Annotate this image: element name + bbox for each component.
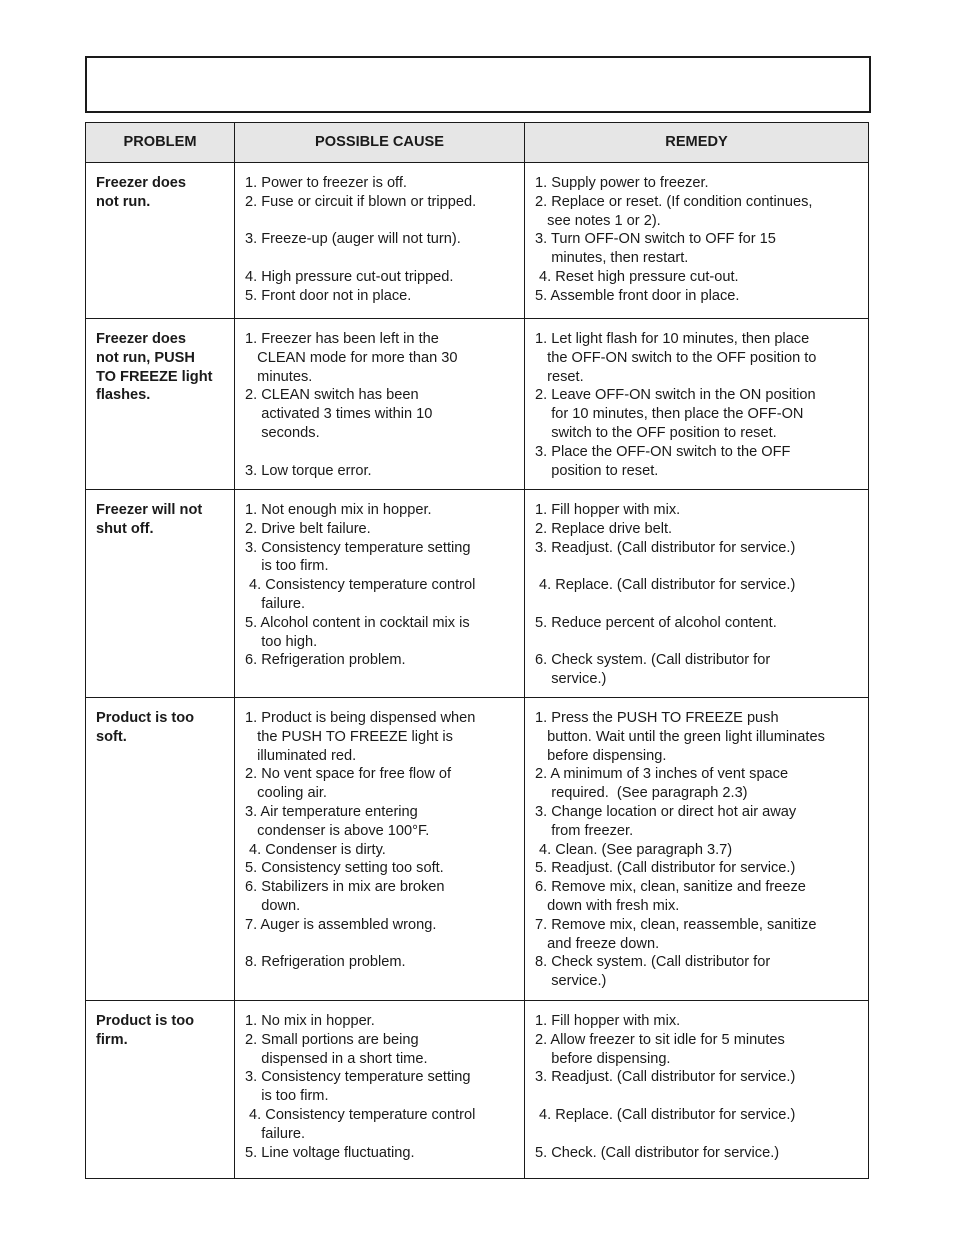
cause-line: the PUSH TO FREEZE light is bbox=[245, 728, 453, 745]
problem-column-header: PROBLEM bbox=[86, 123, 235, 163]
remedy-line: for 10 minutes, then place the OFF-ON bbox=[535, 406, 804, 423]
remedy-line: 6. Remove mix, clean, sanitize and freeze bbox=[535, 879, 806, 896]
cause-line: cooling air. bbox=[245, 785, 327, 802]
remedy-line: 4. Replace. (Call distributor for service.) bbox=[535, 577, 796, 594]
remedy-line: 3. Turn OFF-ON switch to OFF for 15 bbox=[535, 231, 776, 248]
cause-cell bbox=[235, 1001, 525, 1179]
table-row bbox=[86, 1001, 869, 1179]
cause-line: 3. Consistency temperature setting bbox=[245, 539, 471, 556]
table-row bbox=[86, 163, 869, 319]
problem-cell bbox=[86, 1001, 235, 1179]
cause-column-header: POSSIBLE CAUSE bbox=[235, 123, 525, 163]
cause-line: 1. No mix in hopper. bbox=[245, 1013, 375, 1029]
remedy-cell bbox=[525, 1001, 869, 1179]
cause-cell bbox=[235, 319, 525, 490]
remedy-cell bbox=[525, 163, 869, 319]
table-row bbox=[86, 490, 869, 698]
remedy-line: see notes 1 or 2). bbox=[535, 212, 661, 229]
remedy-line: 7. Remove mix, clean, reassemble, sanitize bbox=[535, 916, 817, 933]
remedy-line bbox=[535, 1087, 858, 1106]
cause-line: 2. CLEAN switch has been bbox=[245, 387, 419, 404]
problem-line: Freezer does bbox=[96, 331, 187, 347]
cause-line: 4. High pressure cut-out tripped. bbox=[245, 268, 454, 285]
cause-line: minutes. bbox=[245, 368, 313, 385]
remedy-line: 2. Replace drive belt. bbox=[535, 520, 673, 537]
remedy-line: 3. Place the OFF-ON switch to the OFF bbox=[535, 443, 791, 460]
remedy-line: reset. bbox=[535, 368, 584, 385]
problem-line: Freezer will not bbox=[96, 502, 203, 518]
remedy-cell bbox=[525, 319, 869, 490]
cause-line: is too firm. bbox=[245, 558, 329, 575]
table-row bbox=[86, 319, 869, 490]
cause-line: 5. Alcohol content in cocktail mix is bbox=[245, 614, 470, 631]
cause-line: 3. Low torque error. bbox=[245, 462, 372, 479]
problem-line: Freezer does bbox=[96, 175, 187, 191]
remedy-line: 4. Replace. (Call distributor for service.) bbox=[535, 1106, 796, 1123]
cause-line: 2. No vent space for free flow of bbox=[245, 766, 452, 783]
cause-line: 2. Fuse or circuit if blown or tripped. bbox=[245, 193, 477, 210]
cause-line: 2. Small portions are being bbox=[245, 1031, 419, 1048]
page-title-box bbox=[85, 56, 871, 113]
remedy-line: switch to the OFF position to reset. bbox=[535, 424, 777, 441]
cause-line: failure. bbox=[245, 595, 306, 612]
cause-line: down. bbox=[245, 897, 301, 914]
cause-line bbox=[245, 249, 514, 268]
problem-line: Product is too bbox=[96, 1013, 195, 1029]
remedy-line: required. (See paragraph 2.3) bbox=[535, 785, 748, 802]
remedy-line bbox=[535, 557, 858, 576]
cause-line bbox=[245, 935, 514, 954]
problem-line: Product is too bbox=[96, 710, 195, 726]
cause-line: too high. bbox=[245, 633, 318, 650]
problem-line: not run, PUSH bbox=[96, 349, 195, 366]
remedy-line: the OFF-ON switch to the OFF position to bbox=[535, 349, 817, 366]
cause-line: 8. Refrigeration problem. bbox=[245, 954, 406, 971]
cause-line: condenser is above 100°F. bbox=[245, 822, 430, 839]
remedy-line: 4. Reset high pressure cut-out. bbox=[535, 268, 739, 285]
remedy-line: and freeze down. bbox=[535, 935, 660, 952]
cause-line bbox=[245, 443, 514, 462]
remedy-line: 2. Replace or reset. (If condition continues, bbox=[535, 193, 813, 210]
cause-line: 3. Freeze-up (auger will not turn). bbox=[245, 231, 461, 248]
remedy-line: 2. Allow freezer to sit idle for 5 minutes bbox=[535, 1031, 785, 1048]
cause-cell bbox=[235, 490, 525, 698]
table-header-row bbox=[86, 123, 869, 163]
remedy-line: 1. Press the PUSH TO FREEZE push bbox=[535, 710, 779, 726]
cause-line: 6. Refrigeration problem. bbox=[245, 652, 406, 669]
cause-line: CLEAN mode for more than 30 bbox=[245, 349, 458, 366]
cause-line: failure. bbox=[245, 1125, 306, 1142]
remedy-line: 5. Readjust. (Call distributor for service.) bbox=[535, 860, 796, 877]
remedy-line: from freezer. bbox=[535, 822, 634, 839]
problem-line: shut off. bbox=[96, 520, 154, 537]
remedy-line: down with fresh mix. bbox=[535, 897, 680, 914]
remedy-line: 5. Check. (Call distributor for service.) bbox=[535, 1144, 780, 1161]
remedy-line: 3. Readjust. (Call distributor for service.) bbox=[535, 539, 796, 556]
remedy-cell bbox=[525, 490, 869, 698]
cause-line: 2. Drive belt failure. bbox=[245, 520, 371, 537]
cause-line: illuminated red. bbox=[245, 747, 357, 764]
cause-line: 4. Consistency temperature control bbox=[245, 577, 476, 594]
remedy-line: 2. Leave OFF-ON switch in the ON position bbox=[535, 387, 816, 404]
problem-line: soft. bbox=[96, 728, 127, 745]
cause-line: seconds. bbox=[245, 424, 320, 441]
problem-line: firm. bbox=[96, 1031, 128, 1048]
problem-cell bbox=[86, 163, 235, 319]
cause-line: 7. Auger is assembled wrong. bbox=[245, 916, 437, 933]
cause-line: dispensed in a short time. bbox=[245, 1050, 428, 1067]
remedy-line: 1. Supply power to freezer. bbox=[535, 175, 709, 191]
cause-line: 3. Air temperature entering bbox=[245, 803, 418, 820]
remedy-line: 2. A minimum of 3 inches of vent space bbox=[535, 766, 789, 783]
remedy-line: 6. Check system. (Call distributor for bbox=[535, 652, 771, 669]
remedy-line bbox=[535, 633, 858, 652]
cause-line: 1. Product is being dispensed when bbox=[245, 710, 476, 726]
remedy-cell bbox=[525, 698, 869, 1001]
cause-line: 5. Line voltage fluctuating. bbox=[245, 1144, 415, 1161]
problem-line: not run. bbox=[96, 193, 151, 210]
cause-line: 5. Consistency setting too soft. bbox=[245, 860, 444, 877]
table-row bbox=[86, 698, 869, 1001]
remedy-line: 5. Assemble front door in place. bbox=[535, 287, 740, 304]
remedy-line: 1. Fill hopper with mix. bbox=[535, 1013, 681, 1029]
remedy-line: minutes, then restart. bbox=[535, 250, 689, 267]
remedy-line: before dispensing. bbox=[535, 1050, 671, 1067]
cause-line: 1. Freezer has been left in the bbox=[245, 331, 439, 347]
cause-line: 3. Consistency temperature setting bbox=[245, 1069, 471, 1086]
cause-line: 4. Condenser is dirty. bbox=[245, 841, 386, 858]
remedy-line: 8. Check system. (Call distributor for bbox=[535, 954, 771, 971]
troubleshooting-table bbox=[85, 122, 869, 1179]
remedy-column-header: REMEDY bbox=[525, 123, 869, 163]
remedy-line: 1. Fill hopper with mix. bbox=[535, 502, 681, 518]
remedy-line: position to reset. bbox=[535, 462, 659, 479]
cause-line: activated 3 times within 10 bbox=[245, 406, 433, 423]
remedy-line: 3. Change location or direct hot air away bbox=[535, 803, 797, 820]
cause-line: is too firm. bbox=[245, 1088, 329, 1105]
remedy-line: 3. Readjust. (Call distributor for service.) bbox=[535, 1069, 796, 1086]
remedy-line: service.) bbox=[535, 973, 607, 990]
remedy-line: 4. Clean. (See paragraph 3.7) bbox=[535, 841, 733, 858]
problem-cell bbox=[86, 319, 235, 490]
cause-line: 4. Consistency temperature control bbox=[245, 1106, 476, 1123]
cause-line bbox=[245, 212, 514, 231]
problem-cell bbox=[86, 490, 235, 698]
remedy-line: before dispensing. bbox=[535, 747, 667, 764]
remedy-line: service.) bbox=[535, 671, 607, 688]
problem-cell bbox=[86, 698, 235, 1001]
remedy-line bbox=[535, 595, 858, 614]
cause-line: 1. Not enough mix in hopper. bbox=[245, 502, 432, 518]
table-body bbox=[86, 163, 869, 1179]
remedy-line bbox=[535, 1125, 858, 1144]
cause-line: 6. Stabilizers in mix are broken bbox=[245, 879, 445, 896]
problem-line: flashes. bbox=[96, 387, 151, 404]
cause-line: 5. Front door not in place. bbox=[245, 287, 412, 304]
remedy-line: button. Wait until the green light illuminates bbox=[535, 728, 825, 745]
cause-cell bbox=[235, 698, 525, 1001]
problem-line: TO FREEZE light bbox=[96, 368, 213, 385]
cause-cell bbox=[235, 163, 525, 319]
remedy-line: 1. Let light flash for 10 minutes, then place bbox=[535, 331, 810, 347]
remedy-line: 5. Reduce percent of alcohol content. bbox=[535, 614, 777, 631]
cause-line: 1. Power to freezer is off. bbox=[245, 175, 407, 191]
